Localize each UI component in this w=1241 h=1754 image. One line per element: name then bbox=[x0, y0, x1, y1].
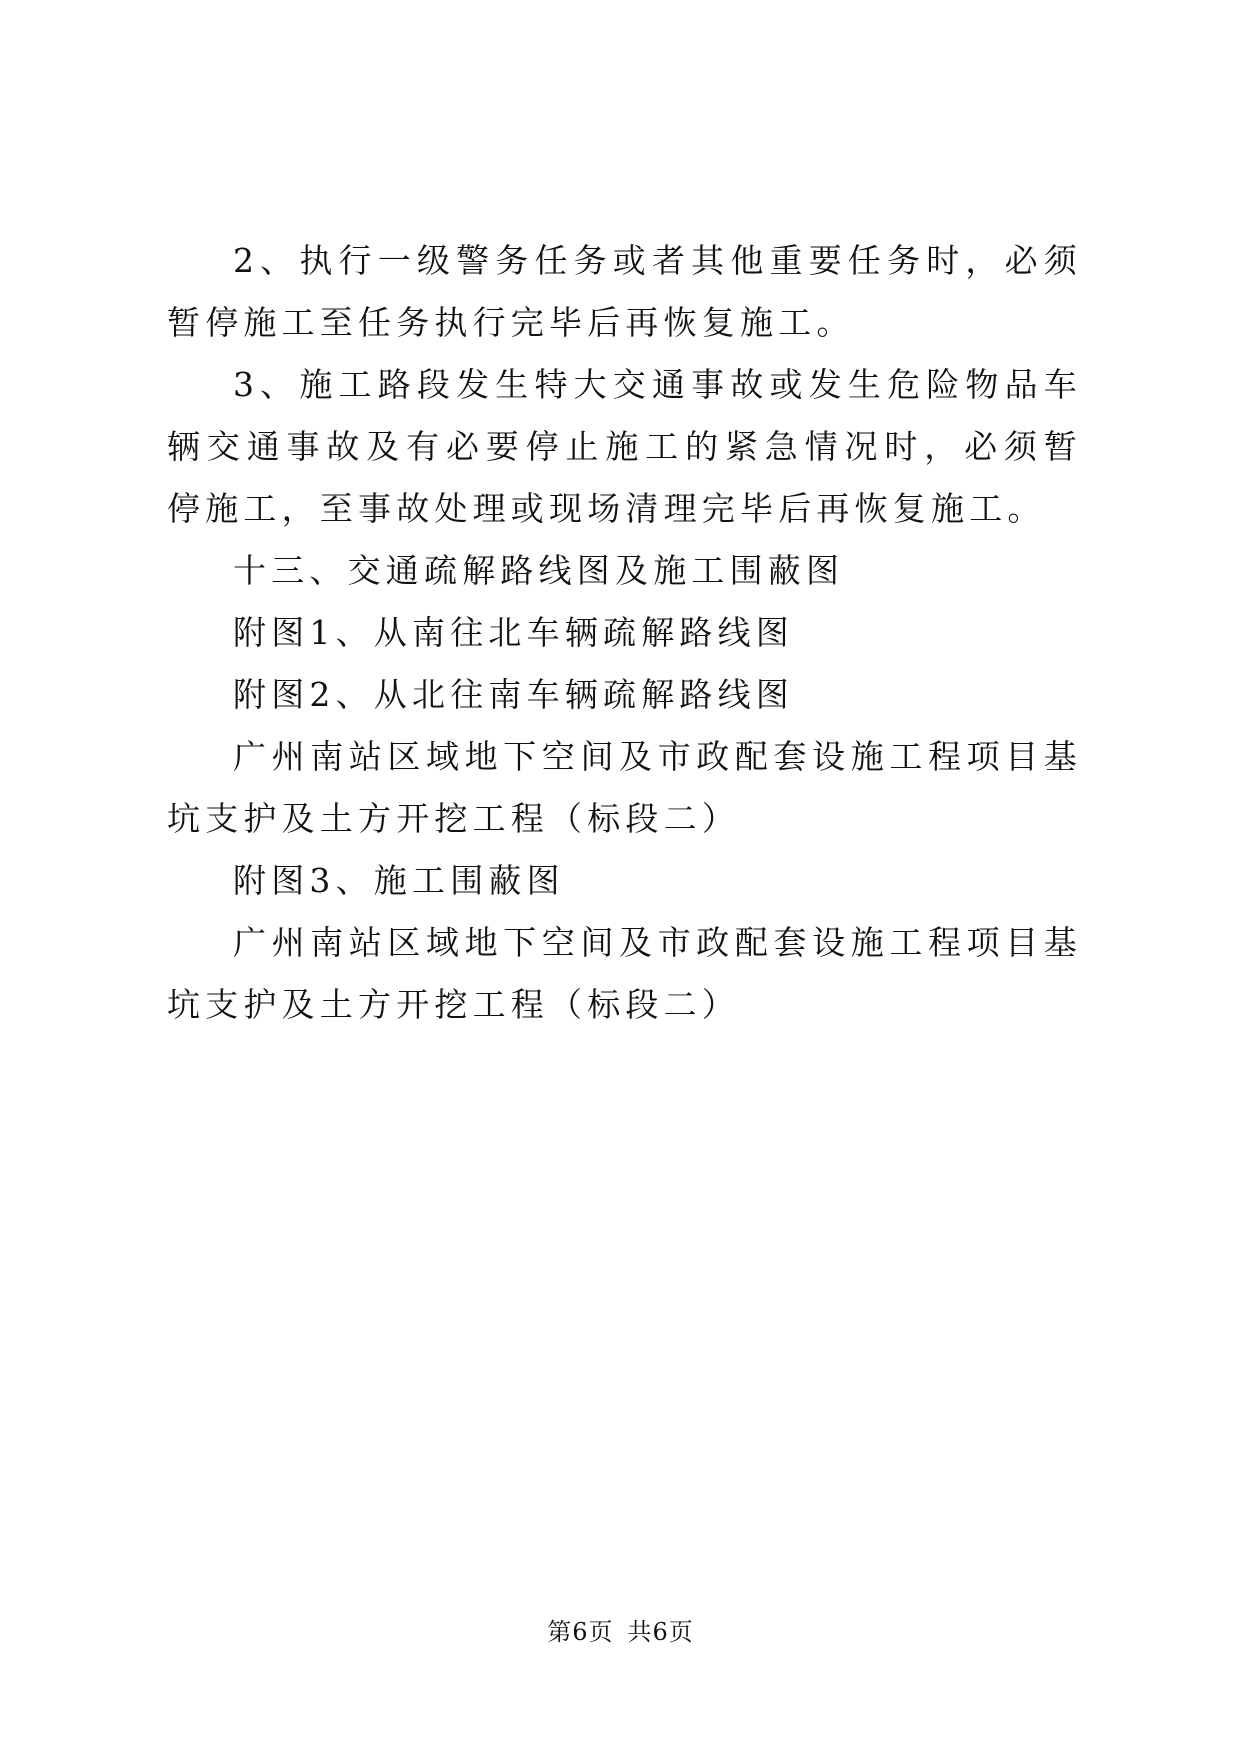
paragraph-suspend-police-task: 2、执行一级警务任务或者其他重要任务时，必须暂停施工至任务执行完毕后再恢复施工。 bbox=[167, 241, 1082, 342]
paragraph-suspend-accident: 3、施工路段发生特大交通事故或发生危险物品车辆交通事故及有必要停止施工的紧急情况时，必须暂停施工，至事故处理或现场清理完毕后再恢复施工。 bbox=[167, 365, 1082, 528]
project-name-line-2: 广州南站区域地下空间及市政配套设施工程项目基坑支护及土方开挖工程（标段二） bbox=[167, 923, 1082, 1024]
project-name-line-1: 广州南站区域地下空间及市政配套设施工程项目基坑支护及土方开挖工程（标段二） bbox=[167, 737, 1082, 838]
figure-caption-1: 附图1、从南往北车辆疏解路线图 bbox=[233, 613, 794, 652]
document-body bbox=[167, 230, 1082, 1036]
page-footer bbox=[0, 1612, 1241, 1647]
figure-caption-2: 附图2、从北往南车辆疏解路线图 bbox=[233, 675, 794, 714]
page-number: 第6页 bbox=[547, 1618, 614, 1646]
section-heading-13: 十三、交通疏解路线图及施工围蔽图 bbox=[233, 551, 845, 590]
figure-caption-3: 附图3、施工围蔽图 bbox=[233, 861, 565, 900]
page-total: 共6页 bbox=[627, 1618, 694, 1646]
